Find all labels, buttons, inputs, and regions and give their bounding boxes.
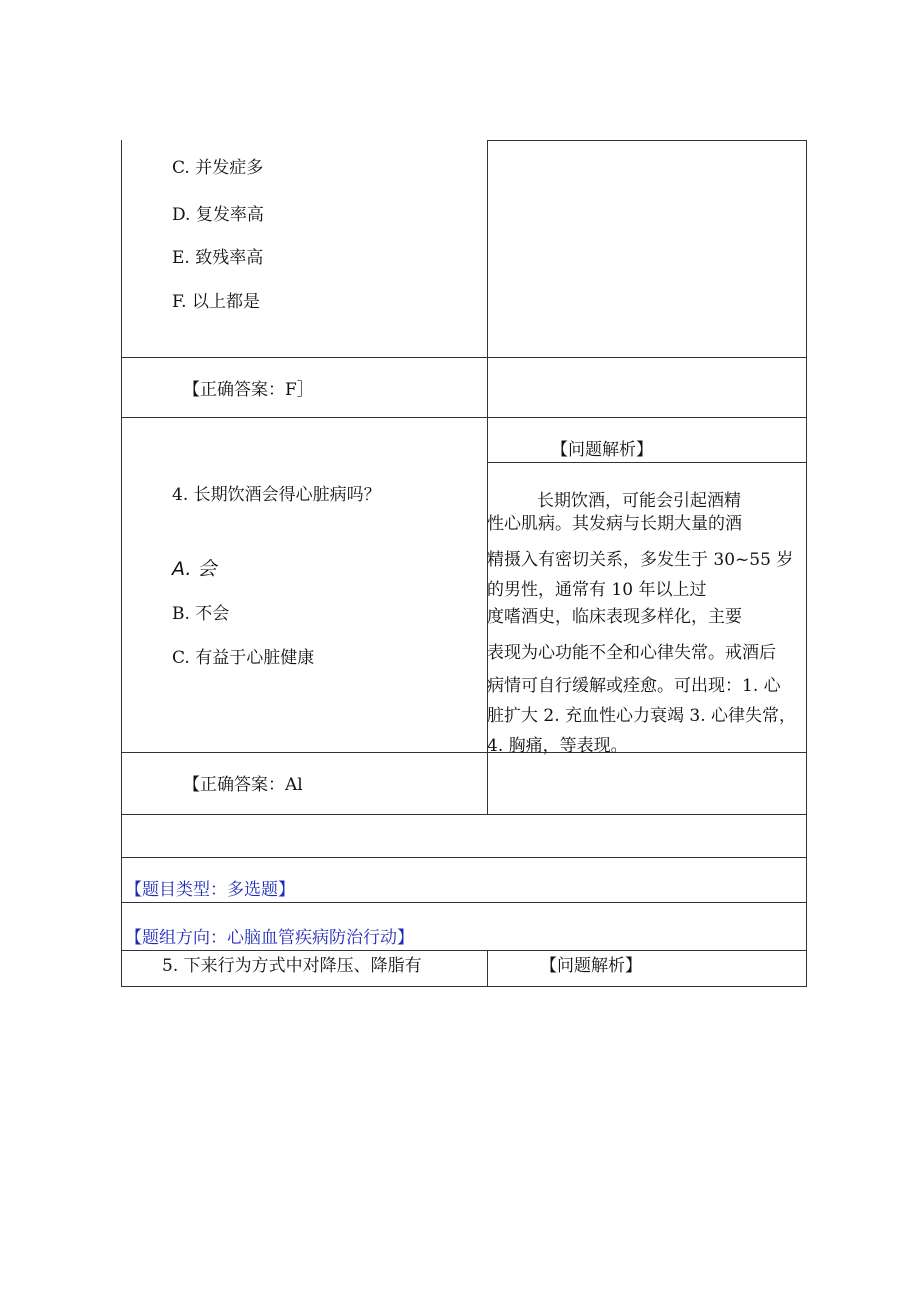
q4-analysis-line: 长期饮酒，可能会引起酒精 [537,491,741,511]
q4-analysis-line: 的男性，通常有 10 年以上过 [487,580,707,600]
table-line [806,140,807,987]
q3-answer: 【正确答案：F］ [183,380,314,400]
q4-analysis-line: 精摄入有密切关系，多发生于 30~55 岁 [487,550,794,570]
table-line [487,140,807,141]
table-line [121,857,807,858]
q3-option-e: E. 致残率高 [172,248,264,268]
q4-analysis-line: 4. 胸痛，等表现。 [487,736,628,756]
q4-option-a: A. 会 [172,558,217,580]
table-line [487,950,488,986]
q4-answer: 【正确答案：Al [183,775,303,795]
table-line [121,140,122,987]
q3-option-f: F. 以上都是 [172,292,260,312]
q3-option-d: D. 复发率高 [172,205,264,225]
table-line [121,357,807,358]
table-line [121,950,807,951]
table-line [121,417,807,418]
table-line [121,752,807,753]
q4-analysis-line: 性心肌病。其发病与长期大量的酒 [487,514,742,534]
table-line [121,814,807,815]
q4-option-c: C. 有益于心脏健康 [172,648,315,668]
table-line [487,462,807,463]
q4-analysis-line: 表现为心功能不全和心律失常。戒酒后 [487,643,776,663]
q5-analysis-title: 【问题解析】 [540,956,642,976]
q4-option-b: B. 不会 [172,604,230,624]
q3-option-c: C. 并发症多 [172,158,264,178]
q4-analysis-title: 【问题解析】 [551,440,653,460]
table-line [121,902,807,903]
q4-question: 4. 长期饮酒会得心脏病吗？ [172,485,381,505]
q4-analysis-line: 病情可自行缓解或痊愈。可出现：1. 心 [487,676,781,696]
q4-analysis-line: 脏扩大 2. 充血性心力衰竭 3. 心律失常， [487,706,797,726]
q5-question: 5. 下来行为方式中对降压、降脂有 [162,956,422,976]
q4-analysis-line: 度嗜酒史，临床表现多样化，主要 [487,607,742,627]
q5-type: 【题目类型：多选题】 [125,880,295,900]
q5-group: 【题组方向：心脑血管疾病防治行动】 [125,928,414,948]
table-line [121,986,807,987]
